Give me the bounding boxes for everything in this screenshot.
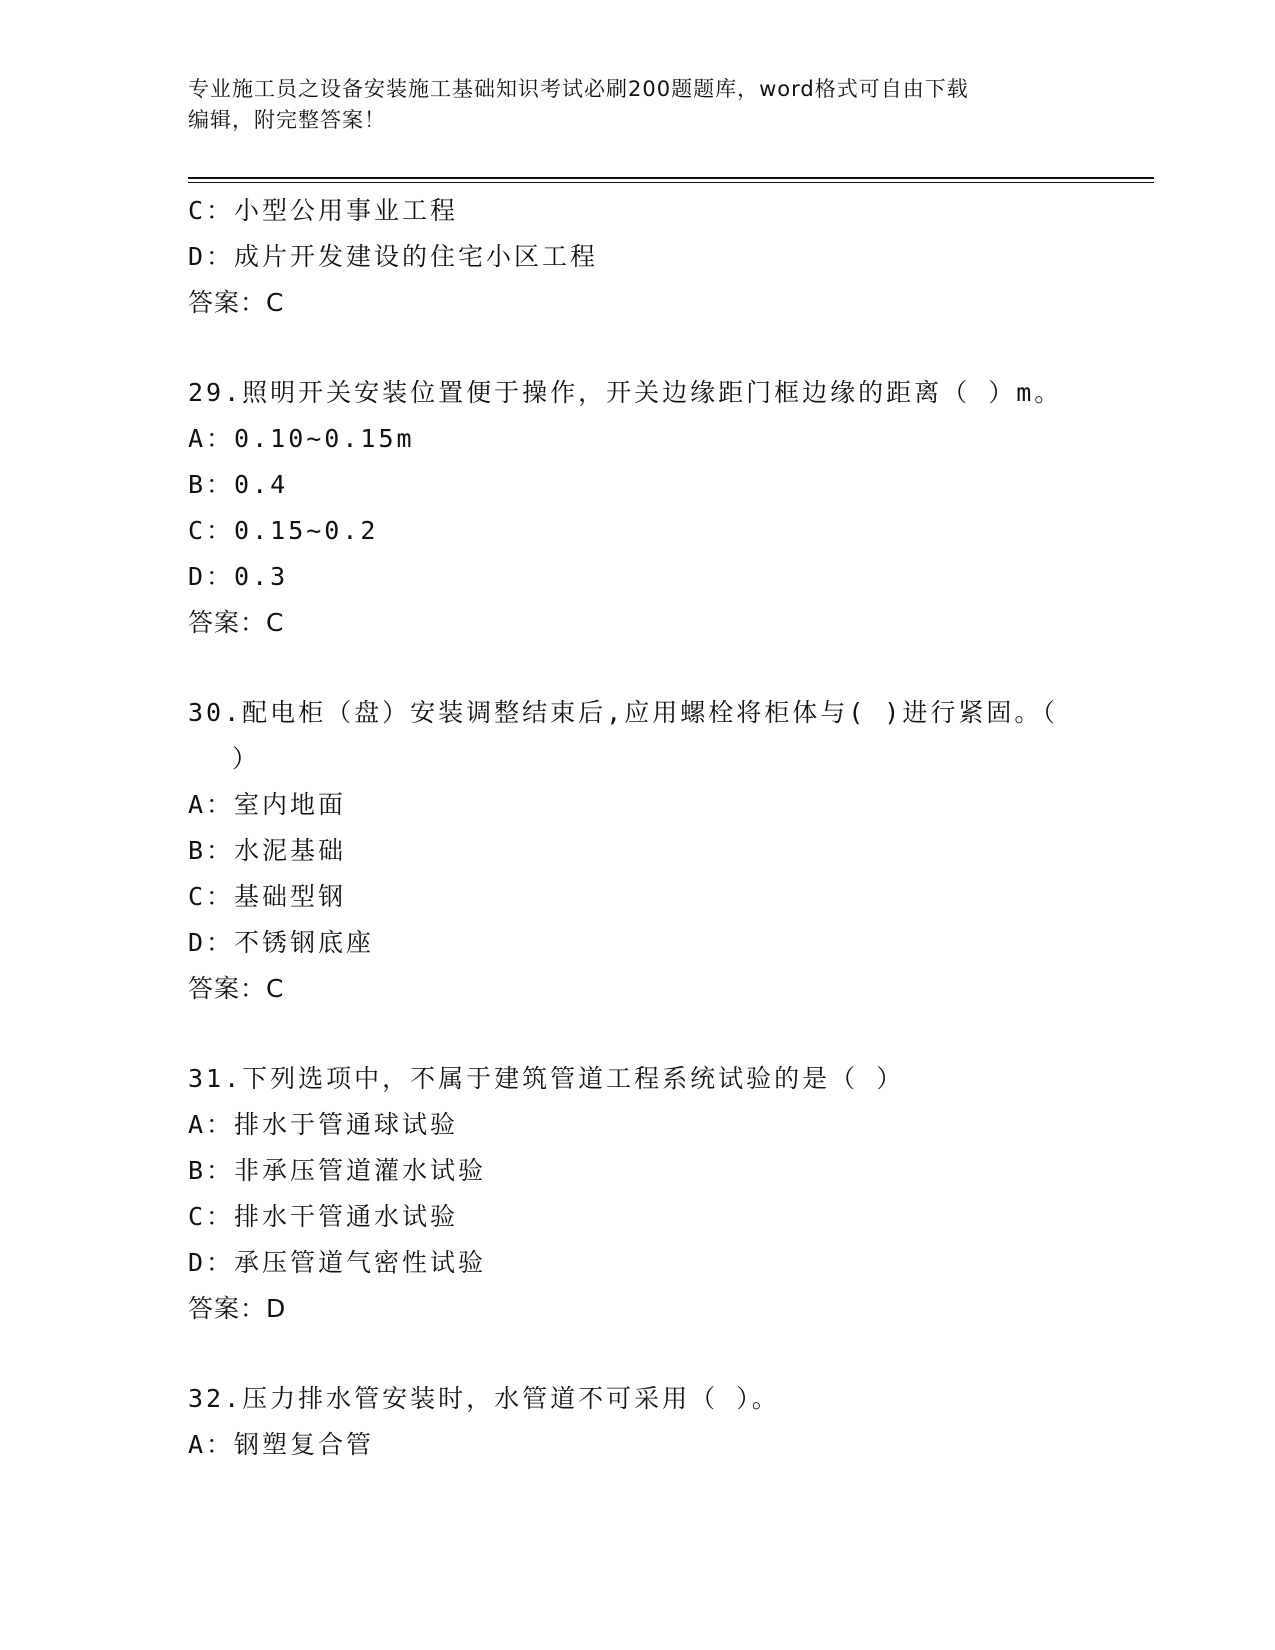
q30-option-a: A：室内地面 (188, 790, 347, 819)
q28-option-d: D：成片开发建设的住宅小区工程 (188, 242, 599, 271)
question-list (188, 188, 1088, 1468)
header-title-line-1: 专业施工员之设备安装施工基础知识考试必刷200题题库，word格式可自由下载 (188, 77, 969, 101)
q30-question-line-2: ） (232, 744, 261, 773)
header-title-line-2: 编辑，附完整答案！ (188, 108, 386, 132)
question-spacer (188, 1012, 1088, 1056)
document-header (188, 74, 1088, 136)
q31-question: 31.下列选项中，不属于建筑管道工程系统试验的是（ ） (188, 1064, 905, 1093)
q30-question-line-1: 30.配电柜（盘）安装调整结束后,应用螺栓将柜体与( )进行紧固。（ (188, 698, 1058, 727)
header-divider-thick (188, 177, 1154, 179)
q31-option-b: B：非承压管道灌水试验 (188, 1156, 487, 1185)
question-spacer (188, 1332, 1088, 1376)
question-spacer (188, 646, 1088, 690)
q29-option-b: B：0.4 (188, 470, 289, 499)
q29-option-c: C：0.15~0.2 (188, 516, 379, 545)
question-spacer (188, 326, 1088, 370)
q31-option-c: C：排水干管通水试验 (188, 1202, 459, 1231)
q29-answer: 答案：C (188, 608, 285, 637)
q28-option-c: C：小型公用事业工程 (188, 196, 459, 225)
q29-option-a: A：0.10~0.15m (188, 424, 415, 453)
q30-option-d: D：不锈钢底座 (188, 928, 375, 957)
q31-option-d: D：承压管道气密性试验 (188, 1248, 487, 1277)
q32-option-a: A：钢塑复合管 (188, 1430, 375, 1459)
q29-question: 29.照明开关安装位置便于操作，开关边缘距门框边缘的距离（ ）m。 (188, 378, 1063, 407)
header-divider-thin (188, 182, 1154, 183)
q29-option-d: D：0.3 (188, 562, 289, 591)
q30-answer: 答案：C (188, 974, 285, 1003)
q30-option-c: C：基础型钢 (188, 882, 347, 911)
q30-option-b: B：水泥基础 (188, 836, 347, 865)
q31-option-a: A：排水于管通球试验 (188, 1110, 459, 1139)
q28-answer: 答案：C (188, 288, 285, 317)
q32-question: 32.压力排水管安装时，水管道不可采用（ ）。 (188, 1384, 780, 1413)
q31-answer: 答案：D (188, 1294, 287, 1323)
